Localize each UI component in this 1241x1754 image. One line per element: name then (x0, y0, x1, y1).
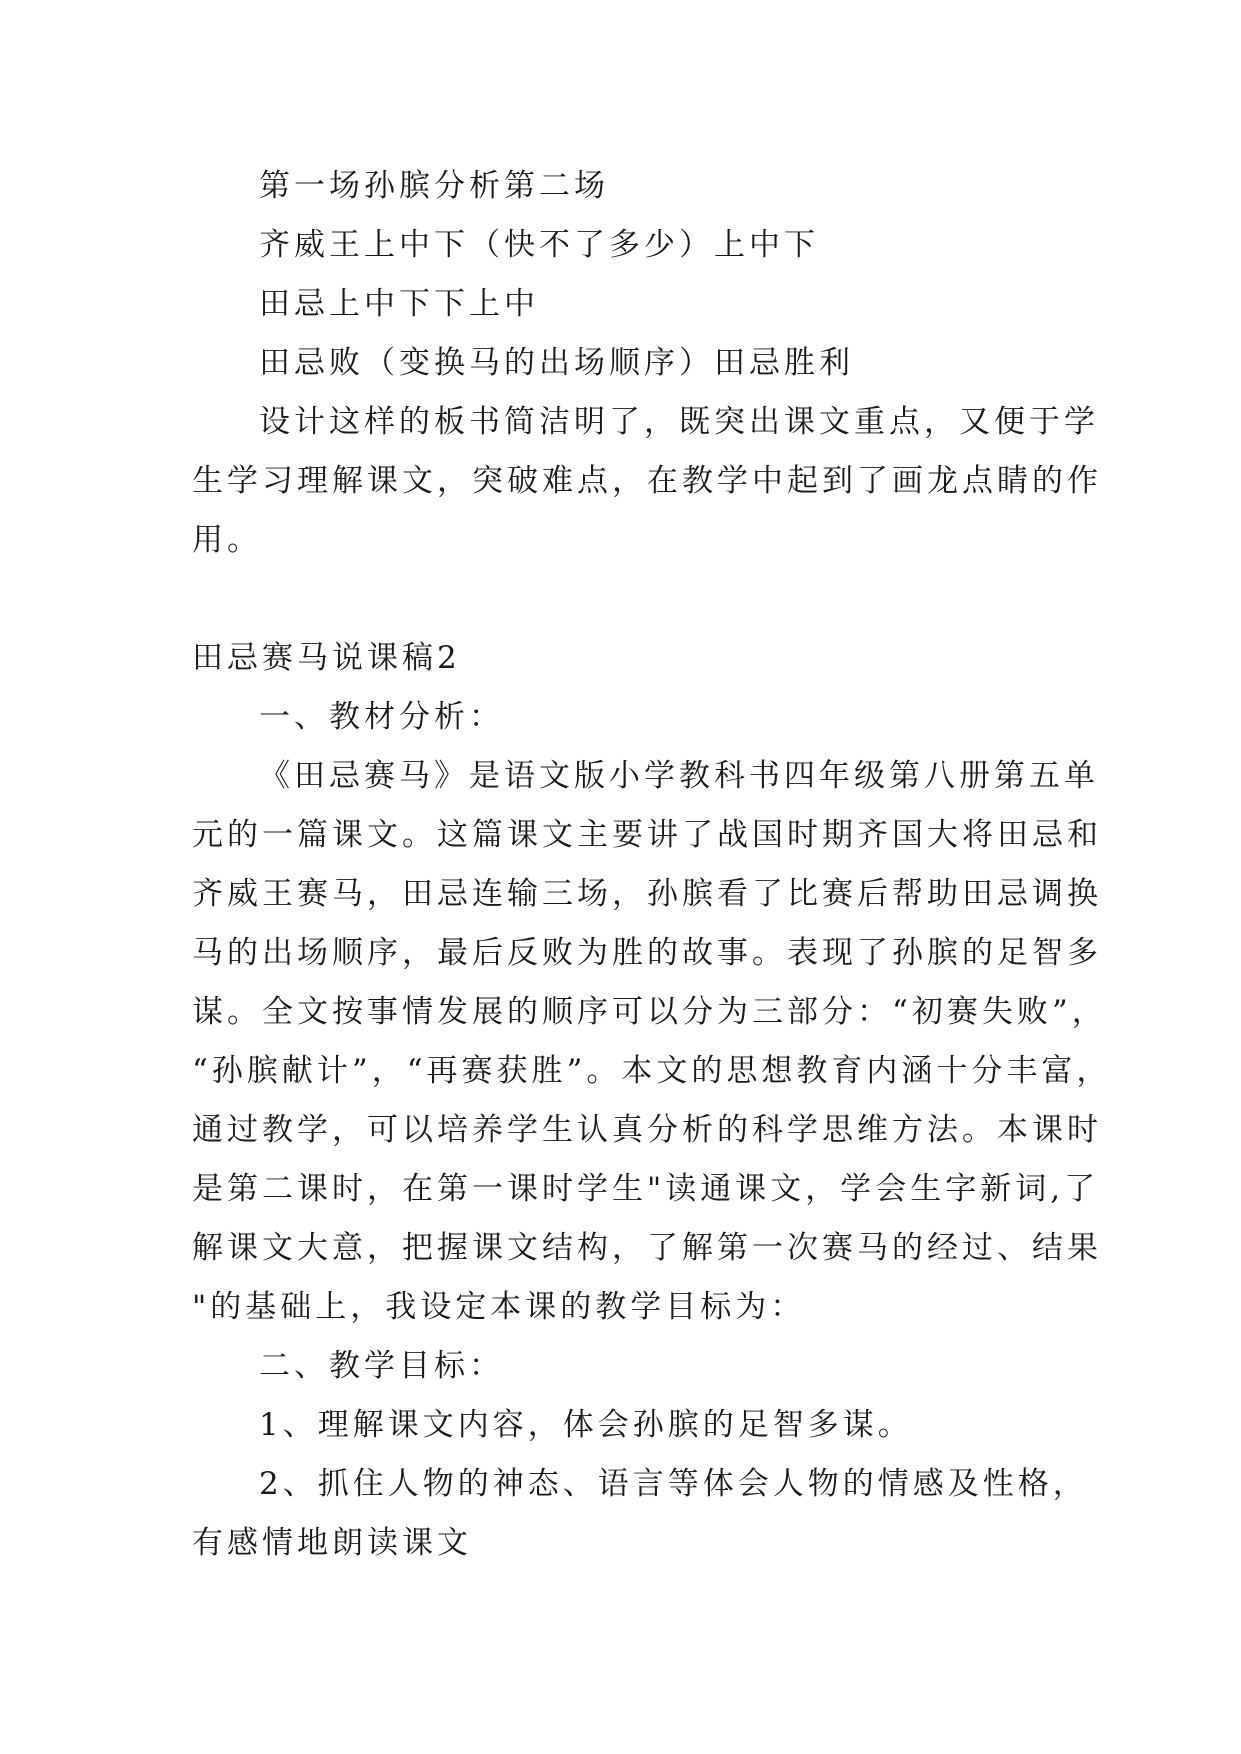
paragraph-line: 马的出场顺序，最后反败为胜的故事。表现了孙膑的足智多 (192, 935, 1102, 971)
board-line: 田忌败（变换马的出场顺序）田忌胜利 (259, 345, 854, 381)
paragraph-line: 生学习理解课文，突破难点，在教学中起到了画龙点睛的作 (192, 463, 1102, 499)
objective-item-2 (192, 1455, 1192, 1573)
paragraph-line: 通过教学，可以培养学生认真分析的科学思维方法。本课时 (192, 1112, 1102, 1148)
blank-line (192, 570, 1192, 629)
paragraph-line: 解课文大意，把握课文结构，了解第一次赛马的经过、结果 (192, 1230, 1102, 1266)
paragraph-line: “孙膑献计”，“再赛获胜”。本文的思想教育内涵十分丰富， (192, 1053, 1112, 1089)
list-item-line: 有感情地朗读课文 (192, 1525, 472, 1561)
paragraph-line: 《田忌赛马》是语文版小学教科书四年级第八册第五单 (259, 758, 1099, 794)
textbook-analysis-paragraph (192, 747, 1192, 1337)
board-design (192, 157, 1192, 393)
board-line: 田忌上中下下上中 (259, 286, 539, 322)
paragraph-line: 用。 (192, 522, 262, 558)
paragraph-line: 齐威王赛马，田忌连输三场，孙膑看了比赛后帮助田忌调换 (192, 876, 1102, 912)
paragraph-line: "的基础上，我设定本课的教学目标为： (192, 1289, 806, 1325)
section-heading: 二、教学目标： (259, 1348, 504, 1384)
section-heading: 一、教材分析： (259, 699, 504, 735)
board-line: 齐威王上中下（快不了多少）上中下 (259, 227, 819, 263)
document-title: 田忌赛马说课稿2 (192, 640, 461, 676)
board-comment-paragraph (192, 393, 1192, 570)
document-body (192, 157, 1192, 1573)
list-item-line: 2、抓住人物的神态、语言等体会人物的情感及性格， (259, 1466, 1088, 1502)
board-line: 第一场孙膑分析第二场 (259, 168, 609, 204)
paragraph-line: 谋。全文按事情发展的顺序可以分为三部分：“初赛失败”， (192, 994, 1107, 1030)
objective-item-1 (192, 1396, 1192, 1455)
list-item-line: 1、理解课文内容，体会孙膑的足智多谋。 (259, 1407, 913, 1443)
paragraph-line: 设计这样的板书简洁明了，既突出课文重点，又便于学 (259, 404, 1099, 440)
paragraph-line: 是第二课时，在第一课时学生"读通课文，学会生字新词,了 (192, 1171, 1100, 1207)
paragraph-line: 元的一篇课文。这篇课文主要讲了战国时期齐国大将田忌和 (192, 817, 1102, 853)
